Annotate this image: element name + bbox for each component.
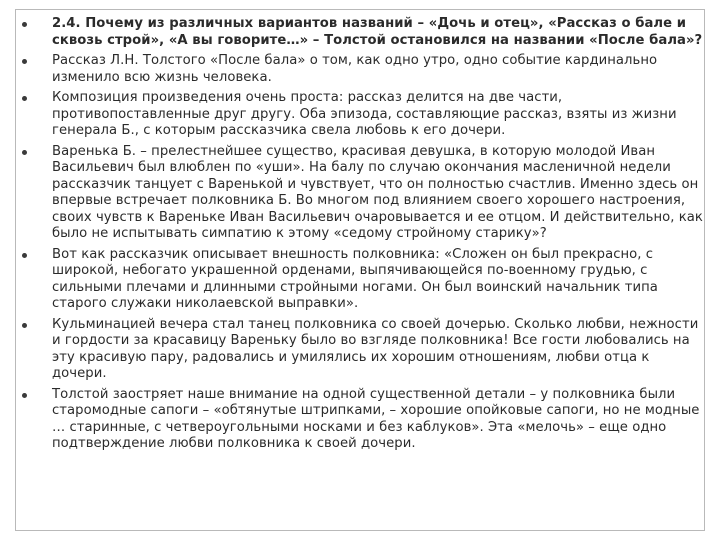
bullet-text: Толстой заостряет наше внимание на одной существенной детали – у полковника были старомодные сапоги – «обтянутые штрипками, – хорошие опойковые сапоги, но не модные … старинные, с четвероугольными носками и без каблуков». Эта «мелочь» – еще одно подтверждение любви полковника к своей дочери. bbox=[52, 386, 700, 451]
bullet-dot-icon bbox=[22, 393, 27, 398]
bullet-item bbox=[18, 247, 708, 313]
bullet-dot-icon bbox=[22, 150, 27, 155]
bullet-text: Рассказ Л.Н. Толстого «После бала» о том, как одно утро, одно событие кардинально изменило всю жизнь человека. bbox=[52, 53, 658, 85]
bullet-item bbox=[18, 90, 708, 140]
bullet-text: Композиция произведения очень проста: рассказ делится на две части, противопоставленные друг другу. Оба эпизода, составляющие рассказ, взяты из жизни генерала Б., с которым рассказчика свела любовь к его дочери. bbox=[52, 90, 677, 138]
bullet-item bbox=[18, 144, 708, 243]
bullet-dot-icon bbox=[22, 323, 27, 328]
bullet-item bbox=[18, 317, 708, 383]
bullet-text: Варенька Б. – прелестнейшее существо, красивая девушка, в которую молодой Иван Васильевич был влюблен по «уши». На балу по случаю окончания масленичной недели рассказчик танцует с Варенькой и чувствует, что он полностью счастлив. Именно здесь он впервые встречает полковника Б. Во многом под влиянием своего хорошего настроения, своих чувств к Вареньке Иван Васильевич очаровывается и ее отцом. И действительно, как было не испытывать симпатию к этому «седому стройному старику»? bbox=[52, 143, 703, 241]
bullet-item bbox=[18, 387, 708, 453]
bullet-dot-icon bbox=[22, 253, 27, 258]
bullet-text: 2.4. Почему из различных вариантов названий – «Дочь и отец», «Рассказ о бале и сквозь строй», «А вы говорите…» – Толстой остановился на названии «После бала»? bbox=[52, 16, 703, 48]
bullet-item bbox=[18, 16, 708, 49]
bullet-dot-icon bbox=[22, 96, 27, 101]
bullet-dot-icon bbox=[22, 59, 27, 64]
bullet-list bbox=[18, 16, 708, 453]
bullet-item bbox=[18, 53, 708, 86]
bullet-text: Кульминацией вечера стал танец полковника со своей дочерью. Сколько любви, нежности и гордости за красавицу Вареньку было во взгляде полковника! Все гости любовались на эту красивую пару, радовались и умилялись их хорошим отношениям, любви отца к дочери. bbox=[52, 316, 699, 381]
bullet-text: Вот как рассказчик описывает внешность полковника: «Сложен он был прекрасно, с широкой, небогато украшенной орденами, выпячивающейся по-военному грудью, с сильными плечами и длинными стройными ногами. Он был воинский начальник типа старого служаки николаевской выправки». bbox=[52, 246, 658, 311]
bullet-dot-icon bbox=[22, 22, 27, 27]
